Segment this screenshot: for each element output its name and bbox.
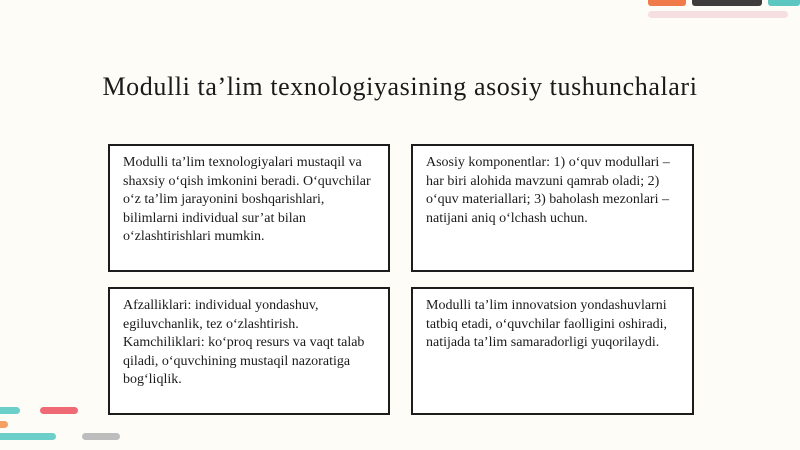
decorative-bar-orange-bottom <box>0 421 8 428</box>
decorative-bar-pink-bottom <box>40 407 78 414</box>
content-box-text: Modulli ta’lim texnologiyalari mustaqil va shaxsiy o‘qish imkonini beradi. O‘quvchilar o‘z ta’lim jarayonini boshqarishlari, bilimlarni individual sur’at bilan o‘zlashtirishlari mumkin. <box>123 155 371 245</box>
decorative-bar-teal-bottom-long <box>0 433 56 440</box>
decorative-bar-gray-bottom <box>82 433 120 440</box>
content-box-text: Modulli ta’lim innovatsion yondashuvlarni tatbiq etadi, o‘quvchilar faolligini oshiradi, natijada ta’lim samaradorligi yuqorilaydi. <box>426 298 668 351</box>
decorative-bar-teal-bottom <box>0 407 20 414</box>
content-box-pros-cons <box>108 287 390 415</box>
slide-title: Modulli ta’lim texnologiyasining asosiy tushunchalari <box>102 72 698 101</box>
decorative-bar-teal-top <box>768 0 800 6</box>
decorative-bar-pink-top <box>648 11 788 18</box>
decorative-bar-orange-top <box>648 0 686 6</box>
content-box-definition <box>108 144 390 272</box>
content-box-components <box>411 144 694 272</box>
content-box-text: Asosiy komponentlar: 1) o‘quv modullari – har biri alohida mavzuni qamrab oladi; 2) o‘quv materiallari; 3) baholash mezonlari – natijani aniq o‘lchash uchun. <box>426 155 670 226</box>
decorative-bar-dark-top <box>692 0 762 6</box>
content-box-outcome <box>411 287 694 415</box>
content-box-text: Afzalliklari: individual yondashuv, egiluvchanlik, tez o‘zlashtirish. Kamchiliklari: ko‘proq resurs va vaqt talab qiladi, o‘quvchining mustaqil nazoratiga bog‘liqlik. <box>123 298 365 388</box>
